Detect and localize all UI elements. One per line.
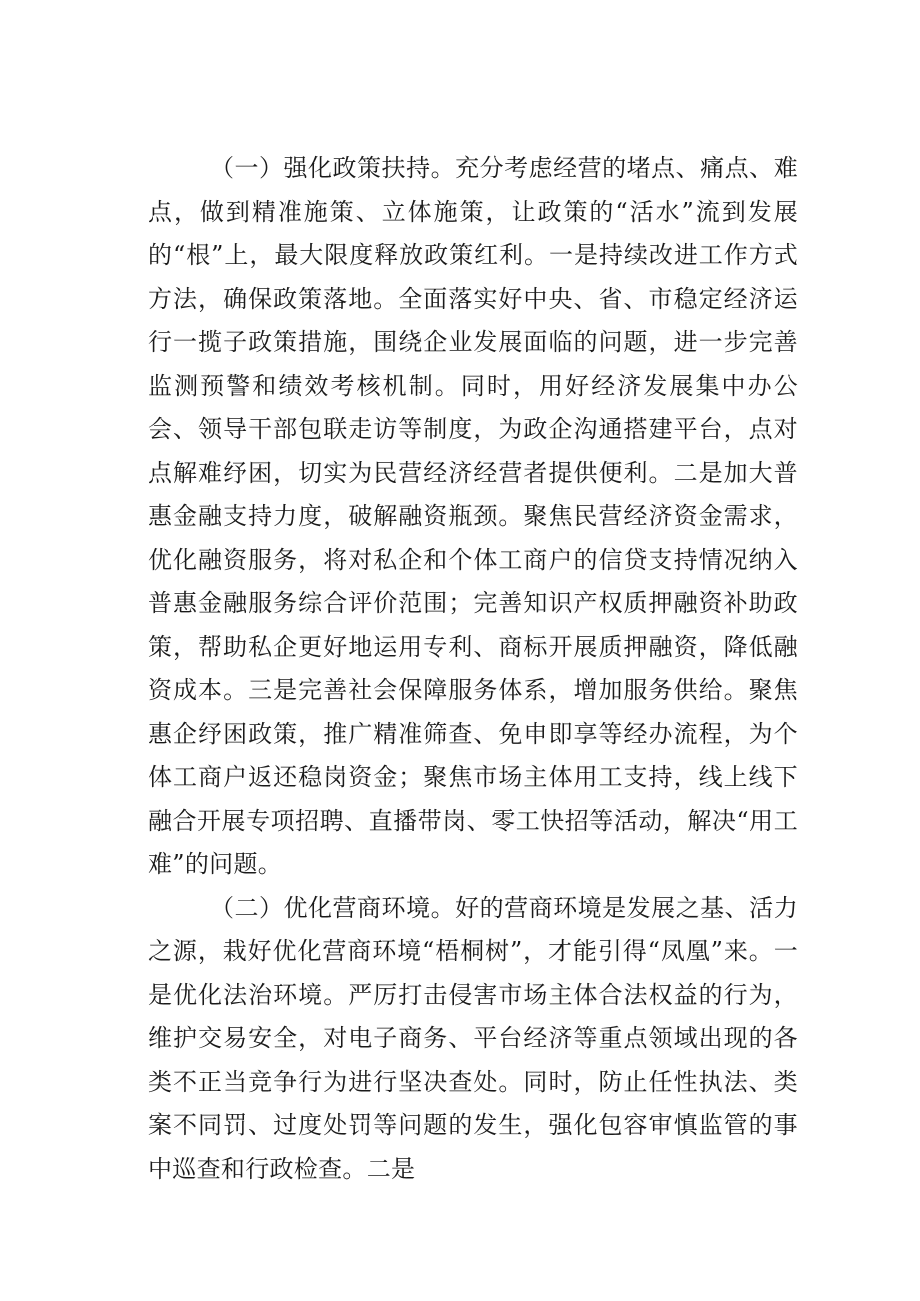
document-page (148, 147, 798, 1191)
paragraph-policy-support: （一）强化政策扶持。充分考虑经营的堵点、痛点、难点，做到精准施策、立体施策，让政策的“活水”流到发展的“根”上，最大限度释放政策红利。一是持续改进工作方式方法，确保政策落地。全面落实好中央、省、市稳定经济运行一揽子政策措施，围绕企业发展面临的问题，进一步完善监测预警和绩效考核机制。同时，用好经济发展集中办公会、领导干部包联走访等制度，为政企沟通搭建平台，点对点解难纾困，切实为民营经济经营者提供便利。二是加大普惠金融支持力度，破解融资瓶颈。聚焦民营经济资金需求，优化融资服务，将对私企和个体工商户的信贷支持情况纳入普惠金融服务综合评价范围；完善知识产权质押融资补助政策，帮助私企更好地运用专利、商标开展质押融资，降低融资成本。三是完善社会保障服务体系，增加服务供给。聚焦惠企纾困政策，推广精准筛查、免申即享等经办流程，为个体工商户返还稳岗资金；聚焦市场主体用工支持，线上线下融合开展专项招聘、直播带岗、零工快招等活动，解决“用工难”的问题。 (148, 154, 798, 878)
paragraph-business-environment: （二）优化营商环境。好的营商环境是发展之基、活力之源，栽好优化营商环境“梧桐树”，才能引得“凤凰”来。一是优化法治环境。严厉打击侵害市场主体合法权益的行为，维护交易安全，对电子商务、平台经济等重点领域出现的各类不正当竞争行为进行坚决查处。同时，防止任性执法、类案不同罚、过度处罚等问题的发生，强化包容审慎监管的事中巡查和行政检查。二是 (148, 893, 798, 1183)
